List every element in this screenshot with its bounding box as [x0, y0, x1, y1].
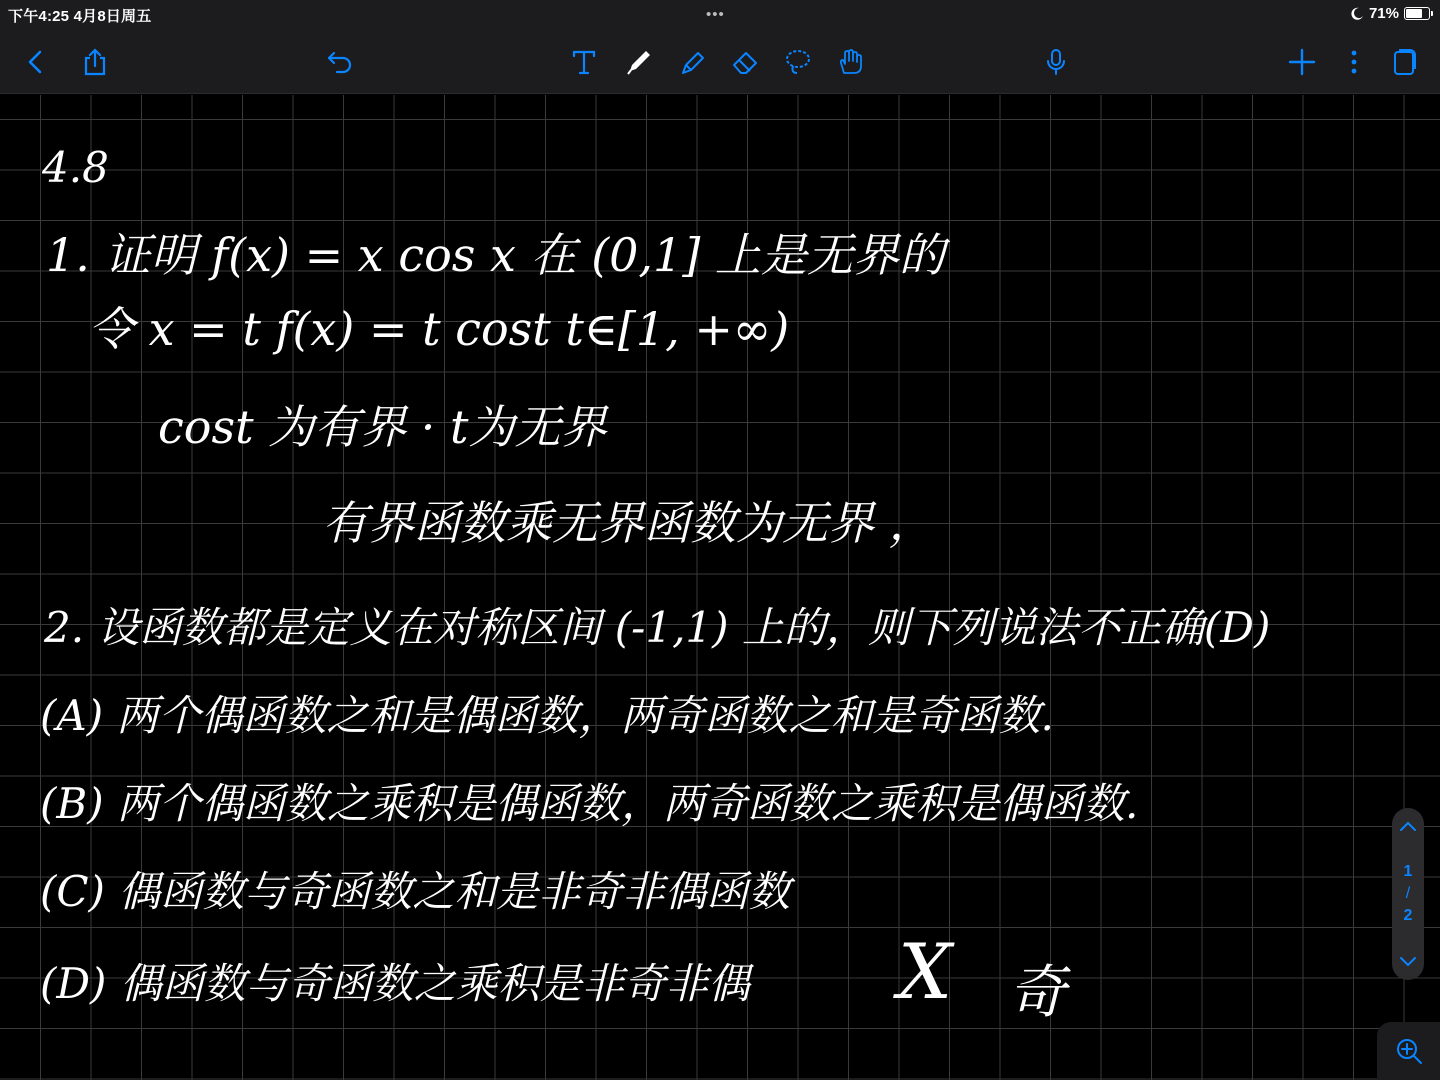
q2-d-correction: 奇 — [1008, 958, 1067, 1026]
pen-icon — [624, 47, 654, 77]
page-separator: / — [1405, 885, 1411, 902]
toolbar — [0, 30, 1440, 94]
chevron-down-icon — [1399, 956, 1417, 968]
q2-option-d: (D) 偶函数与奇函数之乘积是非奇非偶 — [40, 959, 750, 1008]
q2-option-b: (B) 两个偶函数之乘积是偶函数，两奇函数之乘积是偶函数. — [40, 779, 1139, 828]
text-tool-button[interactable] — [566, 44, 602, 80]
q2-d-cross-mark: X — [898, 927, 953, 1016]
undo-icon — [325, 47, 355, 77]
q2-title: 2. 设函数都是定义在对称区间 (-1,1) 上的，则下列说法不正确(D) — [44, 603, 1271, 652]
status-right — [1350, 5, 1430, 22]
microphone-button[interactable] — [1038, 44, 1074, 80]
text-tool-icon — [569, 47, 599, 77]
status-time-date: 下午4:25 4月8日周五 — [8, 8, 152, 25]
undo-button[interactable] — [322, 44, 358, 80]
page-up-button[interactable] — [1392, 808, 1424, 844]
battery-icon — [1404, 7, 1430, 20]
page-indicator — [1404, 844, 1413, 944]
zoom-button[interactable] — [1377, 1022, 1440, 1080]
lasso-tool-button[interactable] — [780, 44, 816, 80]
microphone-icon — [1041, 47, 1071, 77]
lasso-icon — [783, 47, 813, 77]
pen-tool-button[interactable] — [621, 44, 657, 80]
back-button[interactable] — [18, 44, 54, 80]
battery-percent: 71% — [1368, 5, 1399, 22]
q1-conclusion: 有界函数乘无界函数为无界 ， — [322, 496, 935, 550]
eraser-tool-button[interactable] — [727, 44, 763, 80]
hand-tool-icon — [835, 47, 865, 77]
battery-fill — [1406, 9, 1422, 18]
note-canvas[interactable] — [0, 95, 1440, 1080]
hand-tool-button[interactable] — [832, 44, 868, 80]
back-icon — [21, 47, 51, 77]
eraser-icon — [730, 47, 760, 77]
zoom-in-icon — [1395, 1037, 1423, 1065]
more-button[interactable] — [1336, 44, 1372, 80]
share-button[interactable] — [77, 44, 113, 80]
q1-substitution: 令 x = t f(x) = t cost t∈[1, +∞) — [88, 302, 790, 356]
page-navigator — [1392, 808, 1424, 980]
highlighter-icon — [677, 47, 707, 77]
chevron-up-icon — [1399, 820, 1417, 832]
q1-note: cost 为有界 · t为无界 — [158, 400, 607, 454]
status-bar — [0, 0, 1440, 30]
q1-title: 1. 证明 f(x) = x cos x 在 (0,1] 上是无界的 — [46, 228, 945, 282]
more-icon — [1339, 47, 1369, 77]
pages-icon — [1389, 47, 1419, 77]
moon-icon — [1350, 7, 1364, 21]
note-date: 4.8 — [42, 143, 109, 192]
add-button[interactable] — [1284, 44, 1320, 80]
current-page: 1 — [1403, 863, 1413, 880]
q2-option-a: (A) 两个偶函数之和是偶函数，两奇函数之和是奇函数. — [40, 691, 1054, 740]
multitasking-dots[interactable]: ••• — [706, 6, 725, 23]
q2-option-c: (C) 偶函数与奇函数之和是非奇非偶函数 — [40, 867, 791, 916]
share-icon — [80, 47, 110, 77]
highlighter-tool-button[interactable] — [674, 44, 710, 80]
pages-button[interactable] — [1386, 44, 1422, 80]
page-down-button[interactable] — [1392, 944, 1424, 980]
add-icon — [1287, 47, 1317, 77]
total-pages: 2 — [1403, 907, 1413, 924]
